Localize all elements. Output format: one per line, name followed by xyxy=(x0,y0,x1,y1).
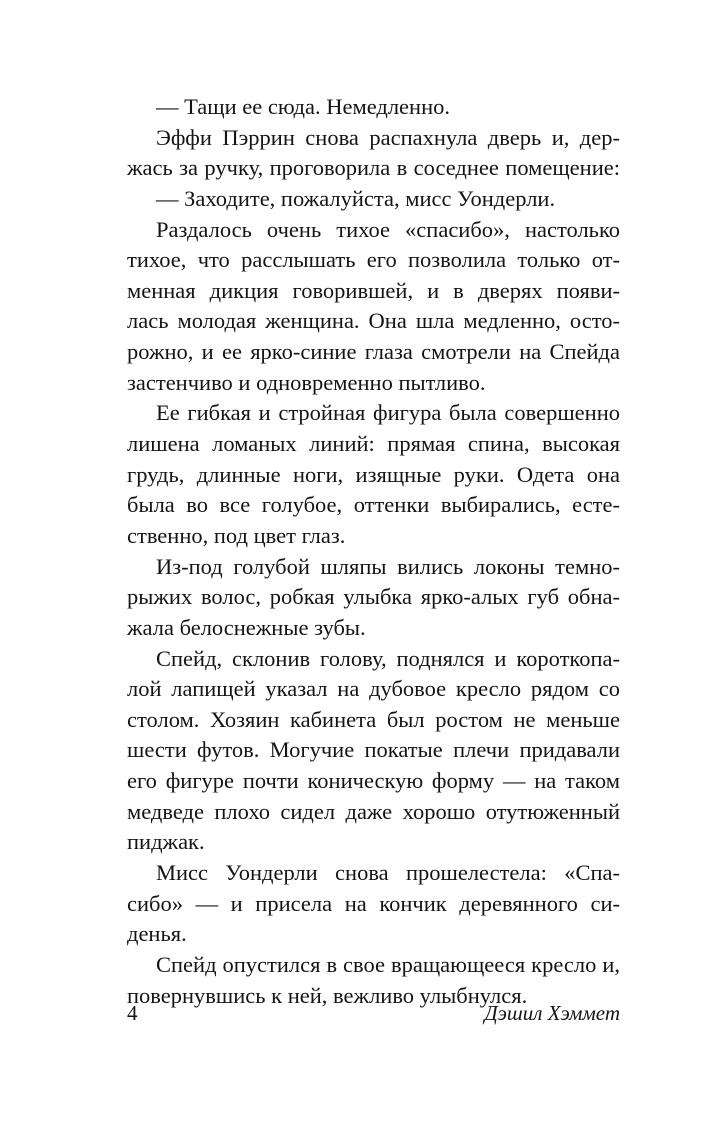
paragraph-first-line: — Тащи ее сюда. Немедленно. xyxy=(156,94,451,119)
paragraph-first-line: Из-под голубой шляпы вились локоны темно- xyxy=(156,553,620,579)
text-line: жась за ручку, проговорила в соседнее помещение: xyxy=(127,155,620,181)
text-line: грудь, длинные ноги, изящные руки. Одета она xyxy=(127,461,620,487)
text-line: столом. Хозяин кабинета был ростом не меньше xyxy=(127,706,620,732)
text-line: его фигуре почти коническую форму — на таком xyxy=(127,768,620,794)
text-line: лишена ломаных линий: прямая спина, высокая xyxy=(127,431,620,457)
paragraph-first-line: Спейд опустился в свое вращающееся кресло и, xyxy=(156,951,620,977)
text-line: пиджак. xyxy=(127,829,205,855)
text-line: шести футов. Могучие покатые плечи придавали xyxy=(127,737,620,763)
text-line: менная дикция говорившей, и в дверях появи- xyxy=(127,277,620,303)
body-text xyxy=(127,92,620,1011)
text-line: медведе плохо сидел даже хорошо отутюженный xyxy=(127,798,620,824)
paragraph-first-line: Ее гибкая и стройная фигура была совершенно xyxy=(156,400,620,426)
text-line: застенчиво и одновременно пытливо. xyxy=(127,369,486,395)
text-line: лой лапищей указал на дубовое кресло рядом со xyxy=(127,676,620,702)
text-line: сибо» — и присела на кончик деревянного си- xyxy=(127,890,620,916)
paragraph-first-line: Мисс Уондерли снова прошелестела: «Спа- xyxy=(156,860,620,886)
page-footer xyxy=(127,998,620,1028)
text-line: жала белоснежные зубы. xyxy=(127,614,366,640)
text-line: лась молодая женщина. Она шла медленно, осто- xyxy=(127,308,620,334)
paragraph-first-line: Спейд, склонив голову, поднялся и короткопа- xyxy=(156,645,620,671)
text-line: рожно, и ее ярко-синие глаза смотрели на Спейда xyxy=(127,339,620,365)
text-line: была во все голубое, оттенки выбирались, есте- xyxy=(127,492,620,518)
text-line: денья. xyxy=(127,921,187,947)
text-line: рыжих волос, робкая улыбка ярко-алых губ обна- xyxy=(127,584,620,610)
running-footer-author: Дэшил Хэммет xyxy=(484,1001,620,1025)
text-line: тихое, что расслышать его позволила только от- xyxy=(127,247,620,273)
paragraph-first-line: Эффи Пэррин снова распахнула дверь и, дер- xyxy=(156,124,620,150)
paragraph-first-line: Раздалось очень тихое «спасибо», настолько xyxy=(156,216,620,242)
text-line: ственно, под цвет глаз. xyxy=(127,522,346,548)
paragraph-first-line: — Заходите, пожалуйста, мисс Уондерли. xyxy=(156,185,556,211)
page-number: 4 xyxy=(127,1001,138,1025)
text-line: повернувшись к ней, вежливо улыбнулся. xyxy=(127,982,528,1008)
